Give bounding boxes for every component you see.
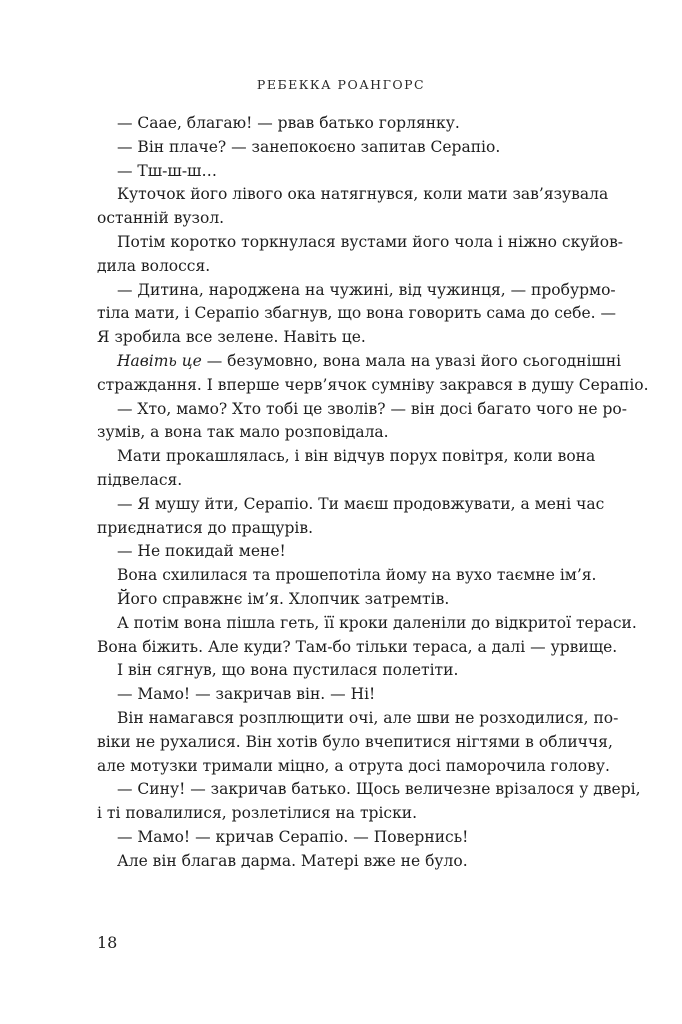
line-text: Він намагався розплющити очі, але шви не розходилися, по- <box>117 708 619 727</box>
text-line <box>97 469 587 493</box>
body-text <box>97 112 649 874</box>
line-text: але мотузки тримали міцно, а отрута досі паморочила голову. <box>97 756 610 775</box>
text-line <box>97 731 613 755</box>
line-text: підвелася. <box>97 470 183 489</box>
text-line <box>97 636 618 660</box>
text-line <box>97 612 637 636</box>
text-line <box>97 707 619 731</box>
text-line <box>97 160 587 184</box>
text-line <box>97 136 587 160</box>
line-text: — Хто, мамо? Хто тобі це зволів? — він досі багато чого не ро- <box>117 399 627 418</box>
text-line <box>97 112 587 136</box>
line-text: А потім вона пішла геть, її кроки даленіли до відкритої тераси. <box>117 613 637 632</box>
text-line <box>97 778 641 802</box>
line-text: останній вузол. <box>97 209 225 228</box>
line-text: — Сааe, благаю! — рвав батько горлянку. <box>117 114 460 132</box>
text-line <box>97 255 587 279</box>
text-line <box>97 374 649 398</box>
line-text: зумів, а вона так мало розповідала. <box>97 423 389 442</box>
text-line <box>97 445 596 469</box>
emphasis-text: Навіть це <box>117 351 202 370</box>
text-line <box>97 398 627 422</box>
text-line <box>97 493 605 517</box>
text-line <box>97 802 587 826</box>
text-line <box>97 350 622 374</box>
line-text: дила волосся. <box>97 256 211 275</box>
line-text: приєднатися до пращурів. <box>97 518 314 537</box>
line-text: Але він благав дарма. Матері вже не було. <box>117 851 468 870</box>
text-line <box>97 279 616 303</box>
line-text: — Дитина, народжена на чужині, від чужинця, — пробурмо- <box>117 280 616 299</box>
text-line <box>97 540 587 564</box>
text-line <box>97 850 587 874</box>
text-line <box>97 517 587 541</box>
line-text: Вона схилилася та прошепотіла йому на вухо таємне ім’я. <box>117 566 597 585</box>
line-text: Куточок його лівого ока натягнувся, коли мати зав’язувала <box>117 185 609 204</box>
line-text: Мати прокашлялась, і він відчув порух повітря, коли вона <box>117 447 596 466</box>
text-line <box>97 755 610 779</box>
line-text: віки не рухалися. Він хотів було вчепитися нігтями в обличчя, <box>97 732 613 751</box>
line-text: — Він плаче? — занепокоєно запитав Серапіо. <box>117 137 501 156</box>
text-line <box>97 588 587 612</box>
line-text: — Не покидай мене! <box>117 542 286 561</box>
line-text: Його справжнє ім’я. Хлопчик затремтів. <box>117 589 450 608</box>
line-text: Я зробила все зелене. Навіть це. <box>97 328 366 347</box>
text-line <box>97 302 617 326</box>
line-text: Потім коротко торкнулася вустами його чола і ніжно скуйов- <box>117 232 624 251</box>
line-text: — Мамо! — закричав він. — Ні! <box>117 685 376 704</box>
line-text: — безумовно, вона мала на увазі його сьогоднішні <box>201 351 622 370</box>
line-text: тіла мати, і Серапіо збагнув, що вона говорить сама до себе. — <box>97 304 617 323</box>
text-line <box>97 659 587 683</box>
line-text: — Тш-ш-ш… <box>117 161 217 180</box>
text-line <box>97 421 587 445</box>
page-number: 18 <box>97 933 118 952</box>
line-text: — Мамо! — кричав Серапіо. — Повернись! <box>117 827 469 846</box>
line-text: — Сину! — закричав батько. Щось величезне врізалося у двері, <box>117 780 641 799</box>
text-line <box>97 564 597 588</box>
line-text: і ті повалилися, розлетілися на тріски. <box>97 804 418 823</box>
text-line <box>97 231 624 255</box>
line-text: Вона біжить. Але куди? Там-бо тільки тераса, а далі — урвище. <box>97 637 618 656</box>
text-line <box>97 326 587 350</box>
text-line <box>97 207 587 231</box>
line-text: І він сягнув, що вона пустилася полетіти. <box>117 661 459 680</box>
text-line <box>97 683 587 707</box>
text-line <box>97 826 587 850</box>
line-text: — Я мушу йти, Серапіо. Ти маєш продовжувати, а мені час <box>117 494 605 513</box>
line-text: страждання. І вперше черв’ячок сумніву закрався в душу Серапіо. <box>97 375 649 394</box>
running-head-author: РЕБЕККА РОАНГОРС <box>256 77 426 92</box>
text-line <box>97 183 609 207</box>
